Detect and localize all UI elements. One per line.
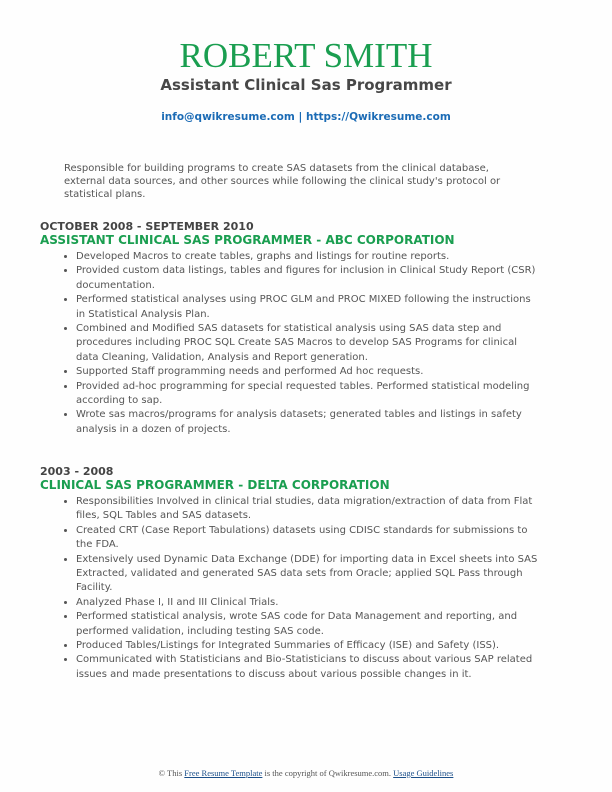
summary: Responsible for building programs to create SAS datasets from the clinical database, external data sources, and other sources while following the clinical study's protocol or statistical plans. — [64, 163, 501, 200]
website-link[interactable]: https://Qwikresume.com — [305, 111, 451, 123]
footer-middle: is the copyright of Qwikresume.com. — [262, 768, 394, 778]
job-dates: 2003 - 2008 — [40, 465, 114, 478]
job-title: Assistant Clinical Sas Programmer — [160, 76, 452, 94]
bullet: • Developed Macros to create tables, graphs and listings for routine reports. — [76, 250, 540, 264]
bullet: • Performed statistical analyses using PROC GLM and PROC MIXED following the instructions in Statistical Analysis Plan. — [76, 293, 540, 322]
candidate-name: ROBERT SMITH — [179, 36, 433, 75]
job-dates: OCTOBER 2008 - SEPTEMBER 2010 — [40, 220, 254, 233]
footer-prefix: © This — [158, 768, 185, 778]
bullet: • Provided custom data listings, tables and figures for inclusion in Clinical Study Report (CSR) documentation. — [76, 264, 540, 293]
bullet: • Provided ad-hoc programming for special requested tables. Performed statistical modeling according to sap. — [76, 380, 540, 409]
bullet: • Communicated with Statisticians and Bio-Statisticians to discuss about various SAP related issues and made presentations to discuss about various possible changes in it. — [76, 653, 540, 682]
email-link[interactable]: info@qwikresume.com — [161, 111, 295, 123]
usage-guidelines-link[interactable]: Usage Guidelines — [393, 768, 454, 778]
contact-line — [0, 111, 612, 123]
bullet: • Created CRT (Case Report Tabulations) datasets using CDISC standards for submissions to the FDA. — [76, 524, 540, 553]
separator: | — [294, 111, 306, 123]
job-bullets — [40, 250, 540, 437]
job-heading: CLINICAL SAS PROGRAMMER - DELTA CORPORATION — [40, 478, 390, 492]
bullet: • Performed statistical analysis, wrote SAS code for Data Management and reporting, and performed validation, including testing SAS code. — [76, 610, 540, 639]
experience-section — [40, 220, 540, 437]
bullet: • Produced Tables/Listings for Integrated Summaries of Efficacy (ISE) and Safety (ISS). — [76, 639, 540, 653]
free-template-link[interactable]: Free Resume Template — [184, 768, 263, 778]
bullet: • Responsibilities Involved in clinical trial studies, data migration/extraction of data from Flat files, SQL Tables and SAS datasets. — [76, 495, 540, 524]
bullet: • Supported Staff programming needs and performed Ad hoc requests. — [76, 365, 540, 379]
bullet: • Combined and Modified SAS datasets for statistical analysis using SAS data step and procedures including PROC SQL Create SAS Macros to develop SAS Programs for clinical data Cleaning, Validation, Analysis and Report generation. — [76, 322, 540, 365]
bullet: • Extensively used Dynamic Data Exchange (DDE) for importing data in Excel sheets into SAS Extracted, validated and generated SAS data sets from Oracle; applied SQL Pass through Facility. — [76, 553, 540, 596]
footer — [0, 768, 612, 778]
bullet: • Analyzed Phase I, II and III Clinical Trials. — [76, 596, 540, 610]
job-bullets — [40, 495, 540, 682]
job-heading: ASSISTANT CLINICAL SAS PROGRAMMER - ABC CORPORATION — [40, 233, 455, 247]
bullet: • Wrote sas macros/programs for analysis datasets; generated tables and listings in safety analysis in a dozen of projects. — [76, 408, 540, 437]
experience-section — [40, 465, 540, 682]
